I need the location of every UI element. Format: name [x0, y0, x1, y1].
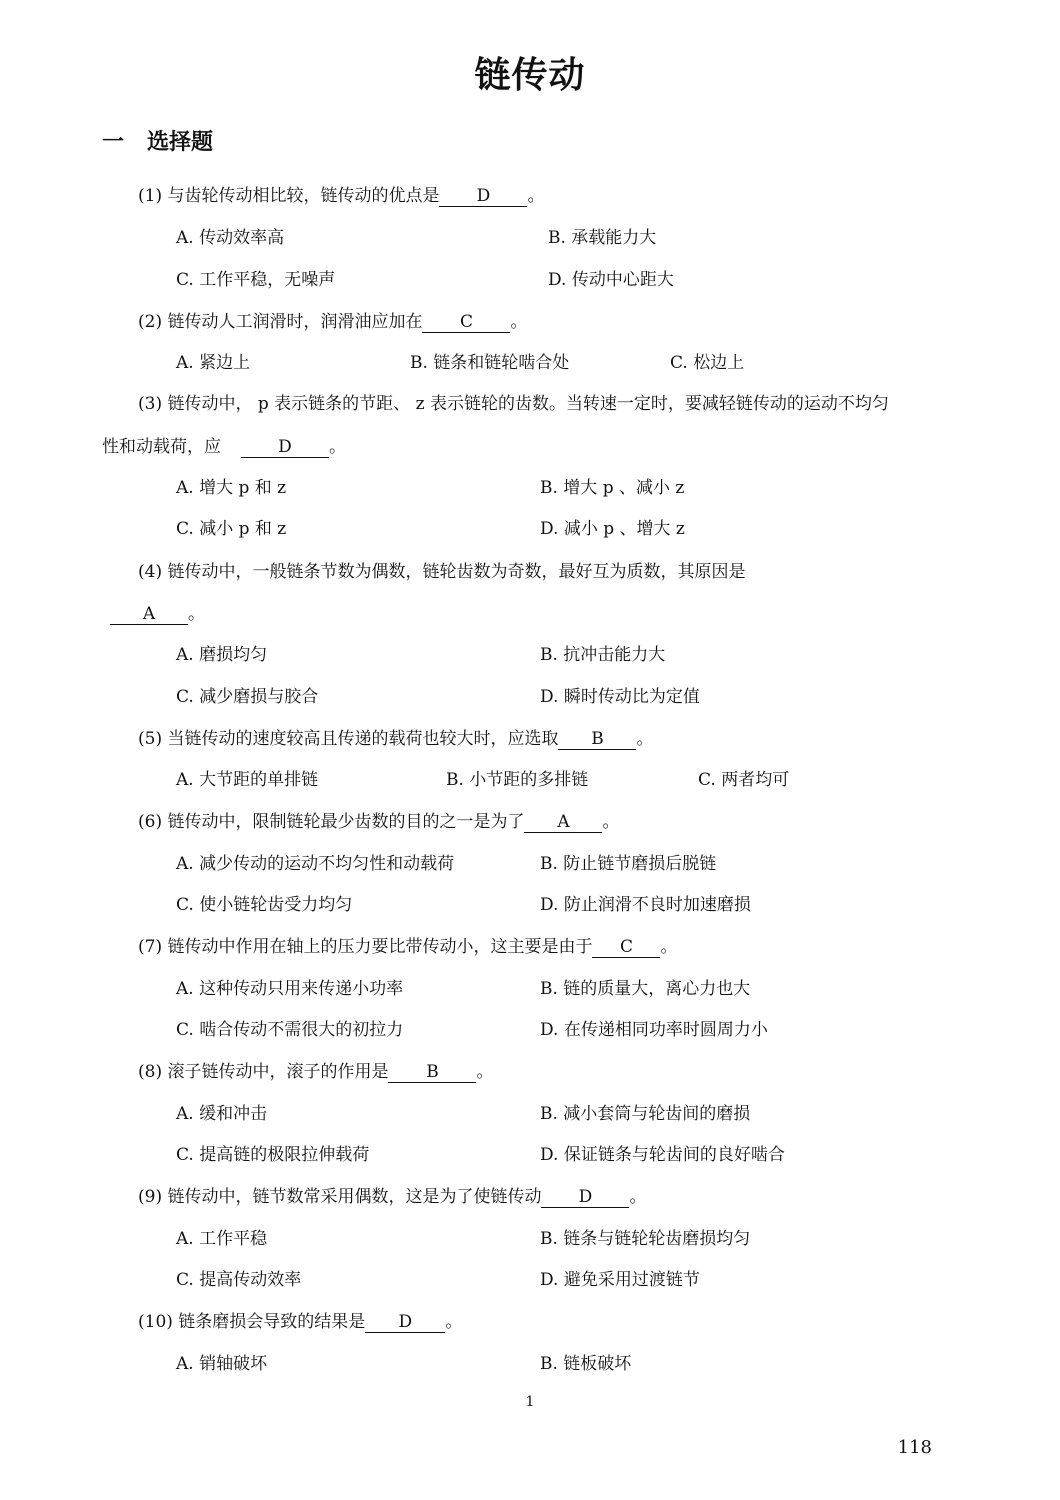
option: D. 防止润滑不良时加速磨损 [540, 895, 751, 915]
option: A. 磨损均匀 [176, 645, 268, 665]
document-title: 链传动 [474, 55, 586, 96]
option: C. 提高链的极限拉伸载荷 [176, 1145, 370, 1165]
answer-blank: D [541, 1187, 629, 1208]
option: B. 增大 p 、减小 z [540, 478, 685, 498]
option: B. 链板破坏 [540, 1354, 632, 1374]
question-10: (10) 链条磨损会导致的结果是 D 。 [138, 1312, 463, 1332]
section-label: 选择题 [147, 130, 214, 155]
option: D. 传动中心距大 [548, 270, 674, 290]
option: B. 链的质量大，离心力也大 [540, 979, 751, 999]
answer-blank: A [110, 604, 188, 625]
option: C. 减少磨损与胶合 [176, 687, 319, 707]
option: A. 增大 p 和 z [176, 478, 287, 498]
option: C. 两者均可 [698, 770, 790, 790]
option: B. 减小套筒与轮齿间的磨损 [540, 1104, 751, 1124]
question-3: (3) 链传动中， p 表示链条的节距、 z 表示链轮的齿数。当转速一定时，要减轻链传动的运动不均匀 [138, 394, 889, 414]
answer-blank: B [388, 1062, 476, 1083]
answer-blank: A [524, 812, 602, 833]
option: B. 链条和链轮啮合处 [410, 353, 570, 373]
option: C. 啮合传动不需很大的初拉力 [176, 1020, 404, 1040]
question-4-continued: A 。 [110, 602, 205, 626]
question-2: (2) 链传动人工润滑时，润滑油应加在 C 。 [138, 312, 528, 332]
option: C. 工作平稳，无噪声 [176, 270, 336, 290]
option: D. 在传递相同功率时圆周力小 [540, 1020, 768, 1040]
section-number: 一 [102, 130, 125, 155]
option: A. 工作平稳 [176, 1229, 268, 1249]
option: B. 承载能力大 [548, 228, 657, 248]
answer-blank: B [558, 729, 636, 750]
option: D. 减小 p 、增大 z [540, 519, 685, 539]
option: A. 销轴破坏 [176, 1354, 268, 1374]
section-heading [102, 126, 213, 160]
page-number-right: 118 [897, 1437, 932, 1458]
option: D. 保证链条与轮齿间的良好啮合 [540, 1145, 785, 1165]
option: B. 链条与链轮轮齿磨损均匀 [540, 1229, 751, 1249]
option: C. 松边上 [670, 353, 745, 373]
option: A. 传动效率高 [176, 228, 285, 248]
answer-blank: C [422, 312, 510, 333]
question-9: (9) 链传动中，链节数常采用偶数，这是为了使链传动 D 。 [138, 1187, 647, 1207]
answer-blank: D [365, 1312, 445, 1333]
option: B. 防止链节磨损后脱链 [540, 854, 717, 874]
option: B. 小节距的多排链 [446, 770, 589, 790]
option: C. 减小 p 和 z [176, 519, 287, 539]
question-6: (6) 链传动中，限制链轮最少齿数的目的之一是为了 A 。 [138, 812, 620, 832]
answer-blank: C [592, 937, 660, 958]
option: B. 抗冲击能力大 [540, 645, 666, 665]
option: D. 避免采用过渡链节 [540, 1270, 700, 1290]
option: A. 缓和冲击 [176, 1104, 268, 1124]
option: D. 瞬时传动比为定值 [540, 687, 700, 707]
option: C. 使小链轮齿受力均匀 [176, 895, 353, 915]
page-number-center: 1 [525, 1394, 535, 1410]
answer-blank: D [439, 186, 527, 207]
question-3-continued: 性和动载荷，应 D 。 [102, 437, 346, 457]
option: A. 大节距的单排链 [176, 770, 319, 790]
option: A. 紧边上 [176, 353, 251, 373]
option: A. 减少传动的运动不均匀性和动载荷 [176, 854, 455, 874]
question-5: (5) 当链传动的速度较高且传递的载荷也较大时，应选取 B 。 [138, 729, 654, 749]
option: C. 提高传动效率 [176, 1270, 302, 1290]
option: A. 这种传动只用来传递小功率 [176, 979, 404, 999]
question-4: (4) 链传动中，一般链条节数为偶数，链轮齿数为奇数，最好互为质数，其原因是 [138, 562, 746, 582]
question-1: (1) 与齿轮传动相比较，链传动的优点是 D 。 [138, 186, 545, 206]
answer-blank: D [241, 437, 329, 458]
question-7: (7) 链传动中作用在轴上的压力要比带传动小，这主要是由于 C 。 [138, 937, 678, 957]
question-8: (8) 滚子链传动中，滚子的作用是 B 。 [138, 1062, 494, 1082]
